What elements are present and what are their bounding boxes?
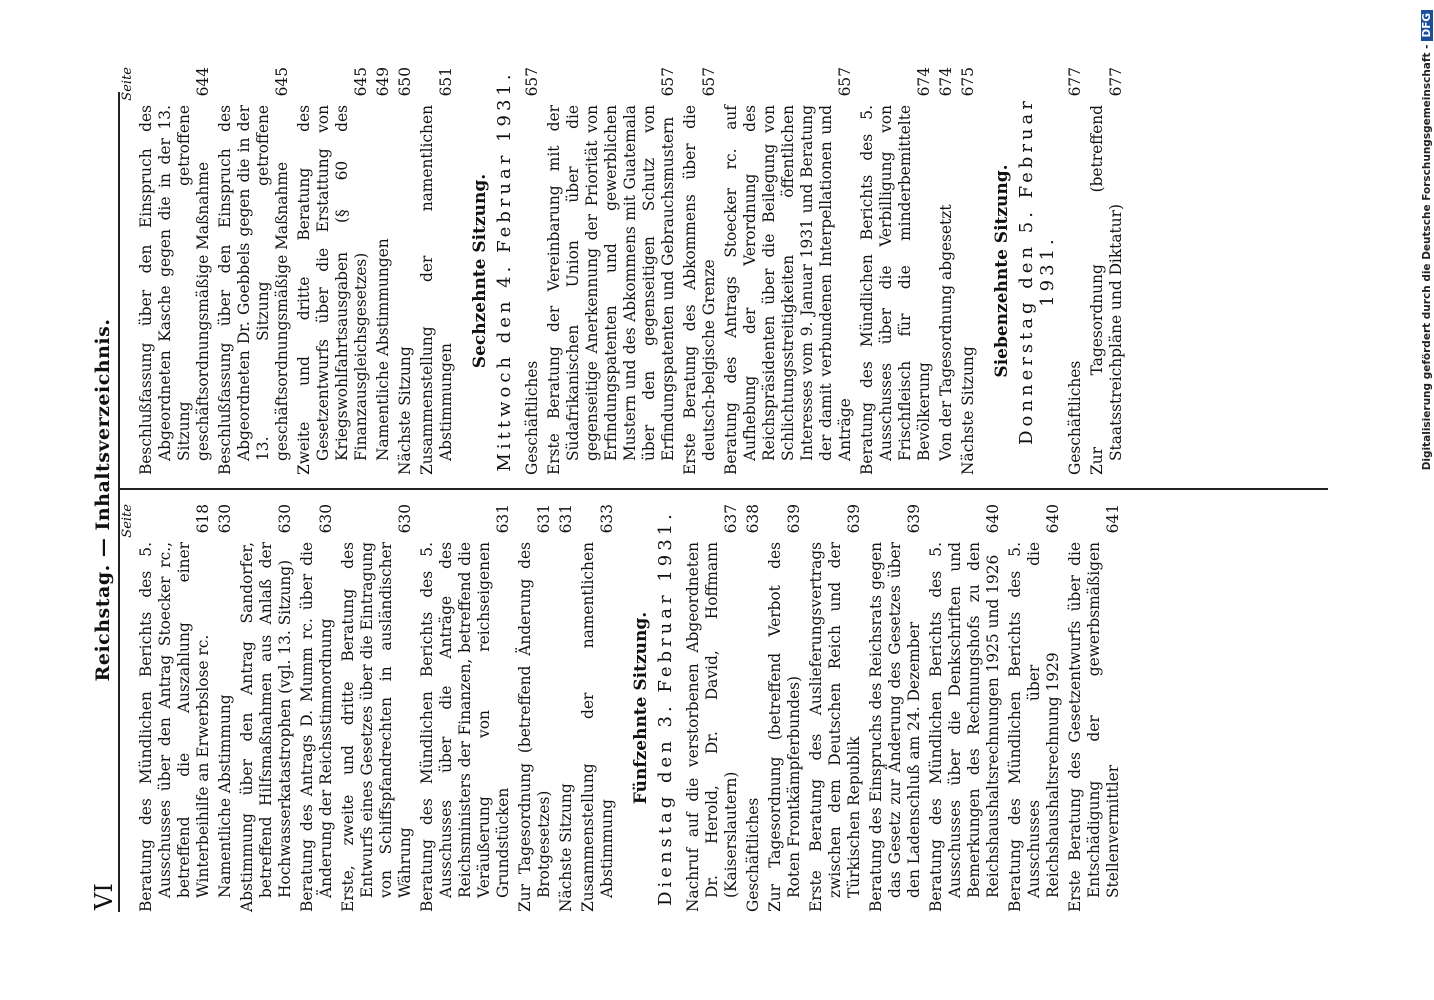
session-title: Sechzehnte Sitzung. — [470, 173, 490, 369]
toc-entry-page: 630 — [396, 504, 414, 534]
session-title: Siebenzehnte Sitzung. — [992, 164, 1012, 378]
toc-entry-text: Geschäftliches — [523, 360, 541, 475]
toc-entry-page: 657 — [836, 67, 854, 97]
toc-entry-text: Nächste Sitzung — [557, 783, 575, 912]
page-header — [90, 90, 120, 910]
toc-entry — [418, 504, 513, 912]
toc-entry-text: Erste Beratung der Vereinbarung mit der Südafrikanischen Union über die gegenseitige Anerkennung der Priorität von Erfindungspatenten und gewerblichen Mustern und des Abkommens mit Guatemala über den gegenseitigen Schutz von Erfindungspatenten und Gebrauchsmustern — [545, 105, 677, 475]
toc-entry — [396, 67, 415, 475]
toc-entry — [418, 67, 456, 475]
toc-entry-page: 640 — [984, 504, 1002, 534]
toc-entry — [137, 67, 213, 475]
toc-entry-text: Beschlußfassung über den Einspruch des Abgeordneten Dr. Goebbels gegen die in der 13. Sitzung getroffene geschäftsordnungsmäßige Maßnahme — [216, 105, 291, 475]
seite-label: Seite — [120, 67, 135, 101]
toc-entry — [557, 504, 576, 912]
toc-entry-page: 631 — [535, 504, 553, 534]
running-title: Reichstag. — Inhaltsverzeichnis. — [92, 318, 114, 682]
toc-entry — [1088, 67, 1126, 475]
toc-entry — [516, 504, 554, 912]
session-date: Mittwoch den 4. Februar 1931. — [494, 70, 515, 472]
toc-entry-page: 630 — [276, 504, 294, 534]
toc-entry-page: 677 — [1066, 67, 1084, 97]
toc-entry — [684, 504, 741, 912]
right-entries-b — [523, 67, 978, 475]
toc-entry-page: 651 — [437, 67, 455, 97]
toc-entry-text: Erste Beratung des Gesetzentwurfs über die Entschädigung der gewerbsmäßigen Stellenvermittler — [1066, 542, 1122, 912]
seite-label: Seite — [120, 504, 135, 538]
digitization-credit — [1417, 10, 1434, 770]
toc-entry-text: Geschäftliches — [1066, 360, 1084, 475]
toc-entry-page: 638 — [744, 504, 762, 534]
toc-entry-text: Beratung des Mündlichen Berichts des 5. Ausschusses über den Antrag Stoecker rc., betreffend die Auszahlung einer Winterbeihilfe an Erwerbslose rc. — [137, 542, 212, 912]
left-entries-b — [684, 504, 1123, 912]
toc-entry — [858, 67, 934, 475]
toc-entry-text: Nächste Sitzung — [959, 346, 977, 475]
toc-entry-page: 645 — [273, 67, 291, 97]
right-entries-c — [1066, 67, 1126, 475]
toc-entry-page: 637 — [722, 504, 740, 534]
toc-entry-page: 644 — [194, 67, 212, 97]
toc-entry-text: Zweite und dritte Beratung des Gesetzentwurfs über die Erstattung von Kriegswohlfahrtsausgaben (§ 60 des Finanzausgleichsgesetzes) — [295, 105, 370, 475]
toc-entry — [579, 504, 617, 912]
toc-entry — [216, 67, 292, 475]
column-divider — [118, 489, 1328, 491]
toc-entry-page: 657 — [700, 67, 718, 97]
toc-entry-text: Zusammenstellung der namentlichen Abstimmung — [579, 542, 616, 912]
toc-entry-text: Zur Tagesordnung (betreffend Staatsstreichpläne und Diktatur) — [1088, 105, 1125, 475]
toc-entry-text: Beratung des Mündlichen Berichts des 5. Ausschusses über die Denkschriften und Bemerkungen des Rechnungshofs zu den Reichshaushaltsrechnungen 1925 und 1926 — [927, 542, 1002, 912]
toc-entry-page: 674 — [937, 67, 955, 97]
toc-entry-page: 649 — [374, 67, 392, 97]
toc-entry — [523, 67, 542, 475]
toc-entry-page: 657 — [659, 67, 677, 97]
toc-entry — [298, 504, 336, 912]
left-column — [120, 504, 1330, 912]
toc-entry-text: Nachruf auf die verstorbenen Abgeordneten Dr. Herold, Dr. David, Hoffmann (Kaiserslautern) — [684, 542, 740, 912]
toc-entry-text: Von der Tagesordnung abgesetzt — [937, 204, 955, 461]
toc-entry-text: Namentliche Abstimmungen — [374, 238, 392, 461]
toc-entry — [867, 504, 924, 912]
toc-entry-page: 639 — [785, 504, 803, 534]
toc-entry-page: 639 — [905, 504, 923, 534]
toc-entry — [1006, 504, 1063, 912]
toc-entry-page: 640 — [1044, 504, 1062, 534]
toc-entry — [959, 67, 978, 475]
toc-entry-page: 674 — [915, 67, 933, 97]
session-title: Fünfzehnte Sitzung. — [631, 611, 651, 805]
toc-entry-page: 633 — [598, 504, 616, 534]
toc-entry-page: 650 — [396, 67, 414, 97]
toc-entry-text: Beratung des Mündlichen Berichts des 5. Ausschusses über die Anträge des Reichsministers der Finanzen, betreffend die Veräußerung von reichseigenen Grundstücken — [418, 542, 512, 912]
toc-entry-text: Beratung des Mündlichen Berichts des 5. Ausschusses über die Reichshaushaltsrechnung 1929 — [1006, 542, 1062, 912]
dfg-logo: DFG — [1421, 10, 1433, 41]
toc-entry-text: Namentliche Abstimmung — [216, 694, 234, 898]
toc-entry-text: Geschäftliches — [744, 797, 762, 912]
toc-entry-text: Beratung des Antrags Stoecker rc. auf Aufhebung der Verordnung des Reichspräsidenten über die Beilegung von Schlichtungsstreitigkeiten öffentlichen Interesses vom 9. Januar 1931 und Beratung der damit verbundenen Interpellationen und Anträge — [722, 105, 854, 475]
toc-entry — [681, 67, 719, 475]
toc-entry-page: 618 — [194, 504, 212, 534]
page-number: VI — [90, 883, 118, 910]
toc-entry — [937, 67, 956, 475]
credit-text: Digitalisierung gefördert durch die Deutsche Forschungsgemeinschaft - — [1421, 44, 1433, 471]
toc-entry — [927, 504, 1003, 912]
toc-entry — [137, 504, 213, 912]
toc-entry — [545, 67, 678, 475]
toc-entry-text: Erste, zweite und dritte Beratung des Entwurfs eines Gesetzes über die Eintragung von Schiffspfandrechten in ausländischer Währung — [339, 542, 414, 912]
toc-entry — [295, 67, 371, 475]
toc-entry — [216, 504, 235, 912]
toc-entry — [339, 504, 415, 912]
toc-entry-page: 657 — [523, 67, 541, 97]
toc-entry-page: 675 — [959, 67, 977, 97]
toc-entry-page: 631 — [557, 504, 575, 534]
toc-entry-text: Zusammenstellung der namentlichen Abstimmungen — [418, 105, 455, 475]
toc-entry-text: Beratung des Einspruchs des Reichsrats gegen das Gesetz zur Änderung des Gesetzes über den Ladenschluß am 24. Dezember — [867, 542, 923, 912]
toc-entry-page: 641 — [1104, 504, 1122, 534]
toc-entry-text: Zur Tagesordnung (betreffend Verbot des Roten Frontkämpferbundes) — [766, 542, 803, 912]
toc-entry-text: Nächste Sitzung — [396, 346, 414, 475]
toc-entry-text: Beschlußfassung über den Einspruch des Abgeordneten Kasche gegen die in der 13. Sitzung getroffene geschäftsordnungsmäßige Maßnahme — [137, 105, 212, 475]
left-entries-a — [137, 504, 617, 912]
toc-entry-page: 630 — [317, 504, 335, 534]
toc-entry-page: 677 — [1107, 67, 1125, 97]
toc-entry — [374, 67, 393, 475]
toc-entry-page: 645 — [352, 67, 370, 97]
toc-entry — [807, 504, 864, 912]
toc-entry-text: Zur Tagesordnung (betreffend Änderung des Brotgesetzes) — [516, 542, 553, 912]
toc-entry-page: 639 — [845, 504, 863, 534]
session-date: Dienstag den 3. Februar 1931. — [655, 510, 676, 906]
toc-entry — [238, 504, 295, 912]
toc-entry — [1066, 504, 1123, 912]
right-entries-a — [137, 67, 456, 475]
toc-entry-text: Erste Beratung des Abkommens über die deutsch-belgische Grenze — [681, 105, 718, 475]
toc-entry — [722, 67, 855, 475]
toc-entry-text: Erste Beratung des Auslieferungsvertrags zwischen dem Deutschen Reich und der Türkischen Republik — [807, 542, 863, 912]
toc-entry — [766, 504, 804, 912]
toc-entry-text: Beratung des Mündlichen Berichts des 5. Ausschusses über die Verbilligung von Frischfleisch für die minderbemittelte Bevölkerung — [858, 105, 933, 475]
toc-entry-page: 631 — [494, 504, 512, 534]
toc-entry-text: Beratung des Antrags D. Mumm rc. über die Änderung der Reichsstimmordnung — [298, 542, 335, 912]
toc-entry — [744, 504, 763, 912]
toc-entry-text: Abstimmung über den Antrag Sandorfer, betreffend Hilfsmaßnahmen aus Anlaß der Hochwasserkatastrophen (vgl. 13. Sitzung) — [238, 542, 294, 912]
toc-entry-page: 630 — [216, 504, 234, 534]
toc-entry — [1066, 67, 1085, 475]
session-date: Donnerstag den 5. Februar 1931. — [1016, 97, 1058, 445]
right-column — [120, 67, 1330, 475]
